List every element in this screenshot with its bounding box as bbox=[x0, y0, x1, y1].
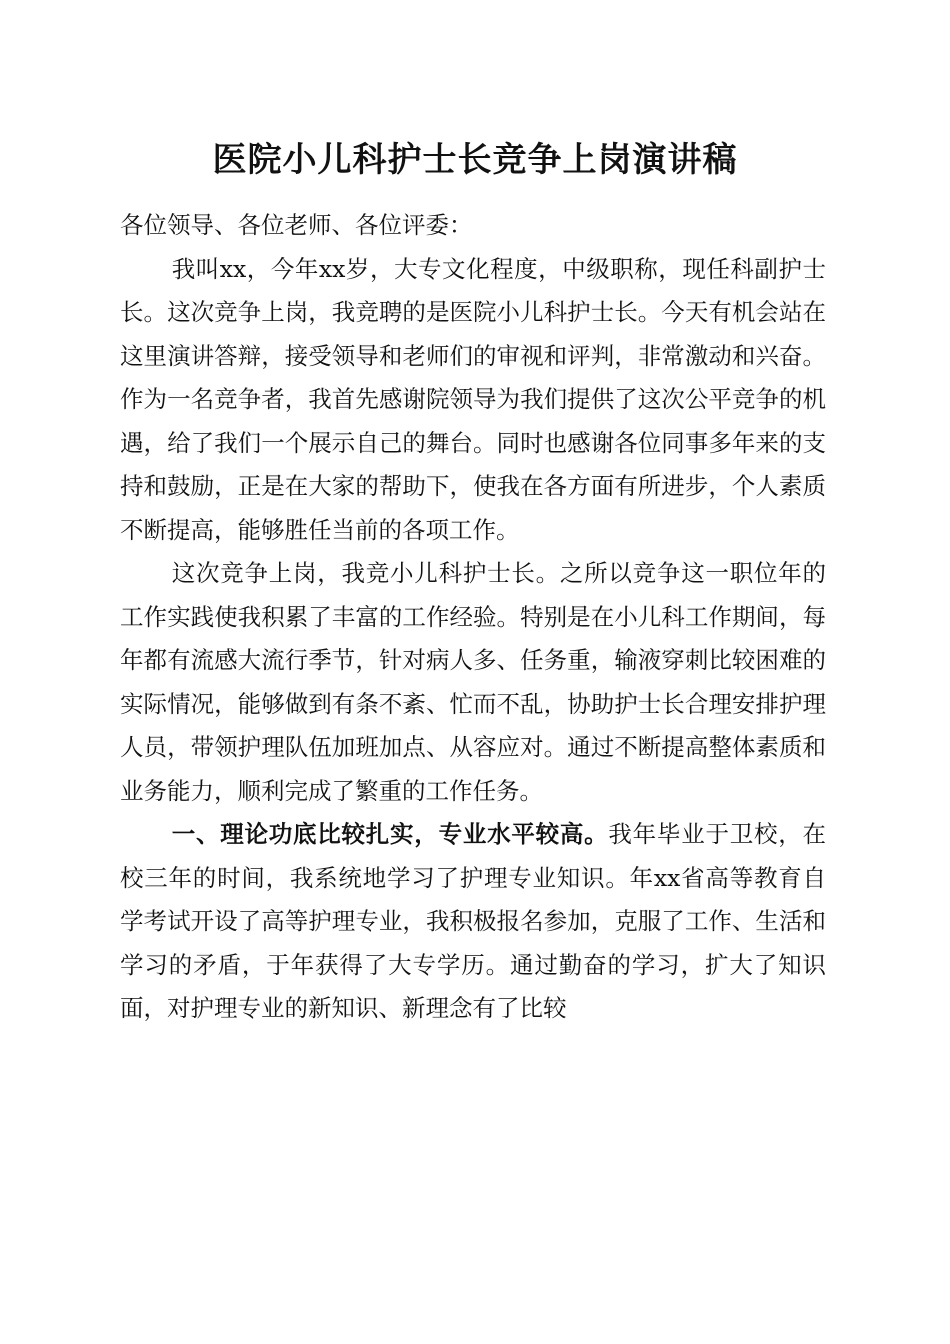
paragraph-intro: 我叫xx，今年xx岁，大专文化程度，中级职称，现任科副护士长。这次竞争上岗，我竞聘的是医院小儿科护士长。今天有机会站在这里演讲答辩，接受领导和老师们的审视和评判，非常激动和兴奋。作为一名竞争者，我首先感谢院领导为我们提供了这次公平竞争的机遇，给了我们一个展示自己的舞台。同时也感谢各位同事多年来的支持和鼓励，正是在大家的帮助下，使我在各方面有所进步，个人素质不断提高，能够胜任当前的各项工作。 bbox=[120, 254, 826, 544]
salutation: 各位领导、各位老师、各位评委： bbox=[120, 211, 473, 239]
paragraph-experience: 这次竞争上岗，我竞小儿科护士长。之所以竞争这一职位年的工作实践使我积累了丰富的工作经验。特别是在小儿科工作期间，每年都有流感大流行季节，针对病人多、任务重，输液穿刺比较困难的实际情况，能够做到有条不紊、忙而不乱，协助护士长合理安排护理人员，带领护理队伍加班加点、从容应对。通过不断提高整体素质和业务能力，顺利完成了繁重的工作任务。 bbox=[120, 559, 826, 805]
section-1-heading: 一、理论功底比较扎实，专业水平较高。 bbox=[171, 820, 609, 848]
document-title: 医院小儿科护士长竞争上岗演讲稿 bbox=[212, 140, 738, 180]
section-1-paragraph bbox=[120, 813, 826, 1031]
section-1-text: 我年毕业于卫校，在校三年的时间，我系统地学习了护理专业知识。年xx省高等教育自学考试开设了高等护理专业，我积极报名参加，克服了工作、生活和学习的矛盾，于年获得了大专学历。通过勤奋的学习，扩大了知识面，对护理专业的新知识、新理念有了比较 bbox=[120, 820, 827, 1022]
document-body bbox=[120, 204, 826, 1031]
